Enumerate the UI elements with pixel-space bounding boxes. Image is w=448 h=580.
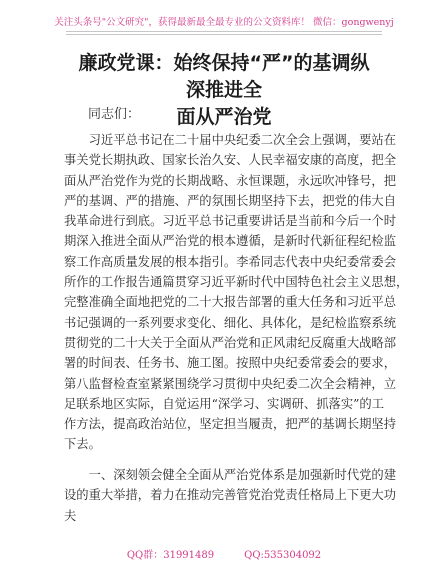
paragraph-line: 设的重大举措，着力在推动完善管党治党责任格局上下更大功 <box>64 488 397 503</box>
paragraph-line: 所作的工作报告通篇贯穿习近平新时代中国特色社会主义思想， <box>64 275 409 290</box>
header-rule-top <box>66 31 382 32</box>
paragraph-line: 作方法，提高政治站位，坚定担当履责，把严的基调长期坚持 <box>64 417 397 432</box>
paragraph-line: 第八监督检查室紧紧围绕学习贯彻中央纪委二次全会精神，立 <box>64 376 397 391</box>
paragraph-line: 下去。 <box>64 437 101 452</box>
paragraph-line: 察工作高质量发展的根本指引。李希同志代表中央纪委常委会 <box>64 254 397 269</box>
salutation: 同志们： <box>88 107 141 122</box>
header-banner: 关注头条号"公文研究"，获得最新最全最专业的公文资料库！ 微信：gongwenyj <box>54 17 394 28</box>
paragraph-line: 期深入推进全面从严治党的根本遵循，是新时代新征程纪检监 <box>64 234 397 249</box>
header-rule-bottom <box>66 34 382 35</box>
paragraph-line: 完整准确全面地把党的二十大报告部署的重大任务和习近平总 <box>64 295 397 310</box>
footer-qq-group: QQ群：31991489 <box>126 550 215 561</box>
paragraph-2 <box>64 465 397 526</box>
footer-qq: QQ:535304092 <box>244 550 322 561</box>
paragraph-line: 事关党长期执政、国家长治久安、人民幸福安康的高度，把全 <box>64 153 397 168</box>
paragraph-line: 面从严治党作为党的长期战略、永恒课题，永远吹冲锋号，把 <box>64 173 397 188</box>
title-line-2: 面从严治党 <box>176 106 272 128</box>
footer-contact <box>0 546 448 561</box>
paragraph-line: 我革命进行到底。习近平总书记重要讲话是当前和今后一个时 <box>64 214 397 229</box>
title-line-1: 廉政党课：始终保持“严”的基调纵深推进全 <box>78 52 370 101</box>
paragraph-line: 足联系地区实际，自觉运用“深学习、实调研、抓落实”的工 <box>64 396 384 411</box>
paragraph-1 <box>64 130 409 455</box>
paragraph-line: 贯彻党的二十大关于全面从严治党和正风肃纪反腐重大战略部 <box>64 335 397 350</box>
paragraph-line: 习近平总书记在二十届中央纪委二次全会上强调，要站在 <box>64 133 397 147</box>
section-heading-line: 一、深刻领会健全全面从严治党体系是加强新时代党的建 <box>64 468 397 482</box>
paragraph-line: 夫 <box>64 508 77 523</box>
paragraph-line: 署的时间表、任务书、施工图。按照中央纪委常委会的要求， <box>64 356 397 371</box>
paragraph-line: 书记强调的一系列要求变化、细化、具体化，是纪检监察系统 <box>64 315 397 330</box>
paragraph-line: 严的基调、严的措施、严的氛围长期坚持下去，把党的伟大自 <box>64 193 397 208</box>
